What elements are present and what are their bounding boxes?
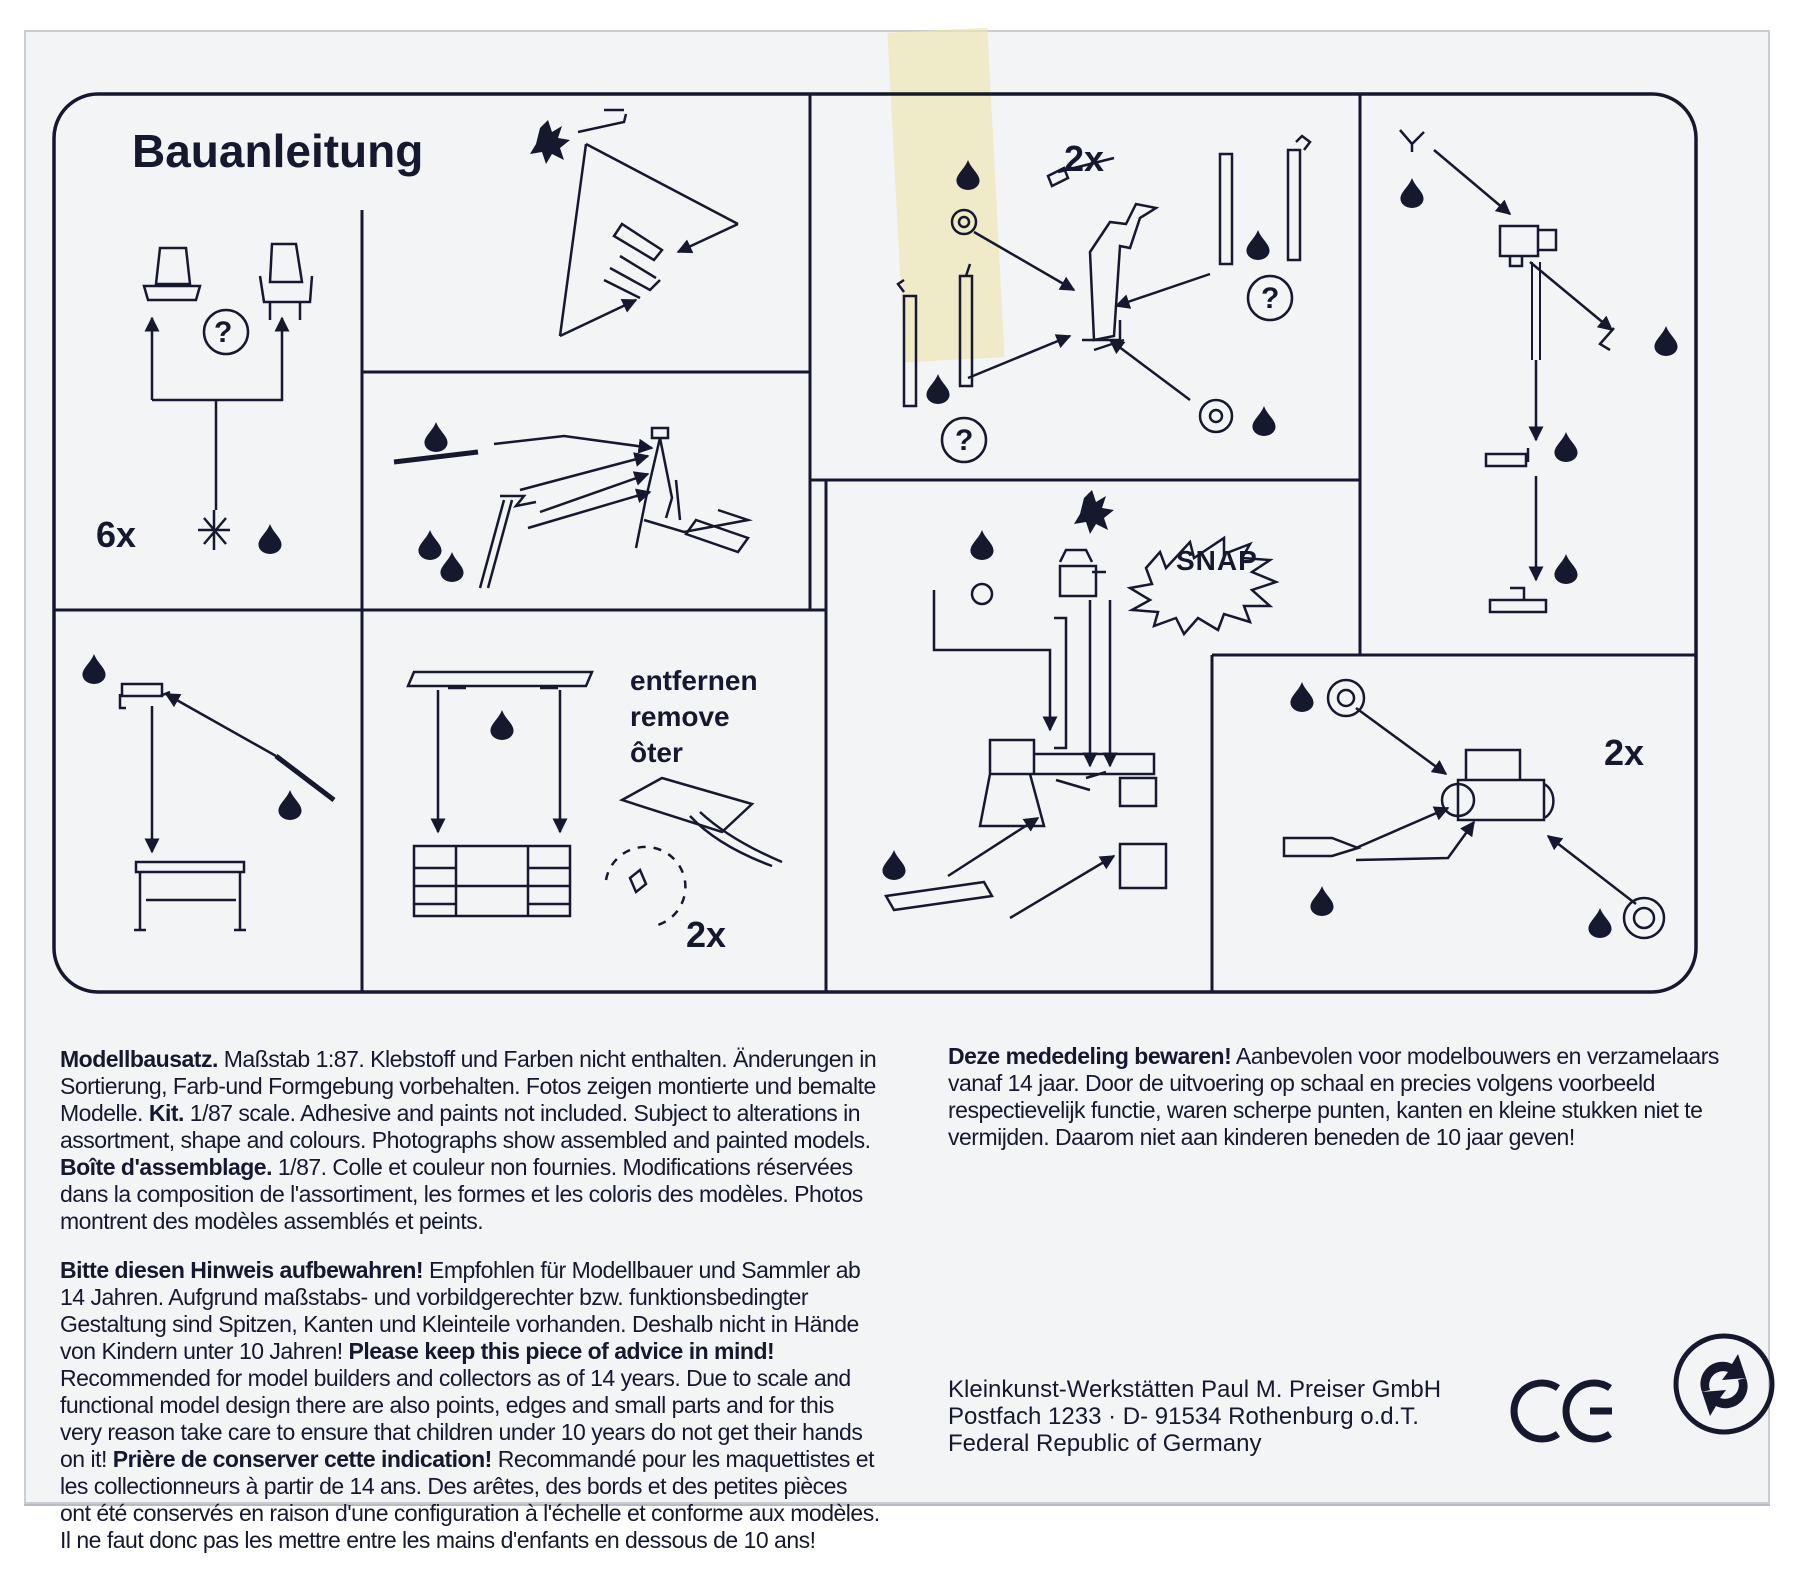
no-glue-icon [530,120,570,164]
notice-body-nl: Aanbevolen voor modelbouwers en verzamelaars vanaf 14 jaar. Door de uitvoering op schaal en precies volgens voorbeeld respectievelijk functie, waren scherpe punten, kanten en kleine stukken niet te vermijden. Daarom niet aan kinderen beneden de 10 jaar geven! [948,1043,1719,1150]
notice-lead-fr: Prière de conserver cette indication! [112,1446,492,1472]
glue-drop-icon [418,530,441,560]
glue-drop-icon [926,374,949,404]
glue-drop-icon [882,850,905,880]
notice-lead-en: Please keep this piece of advice in mind! [348,1338,775,1364]
notice-lead-de: Bitte diesen Hinweis aufbewahren! [60,1257,424,1283]
dutch-notice [948,1043,1738,1151]
glue-drop-icon [278,790,301,820]
address-line: Postfach 1233 · D- 91534 Rothenburg o.d.T. [948,1403,1419,1430]
panel-compressor [1284,680,1664,938]
green-dot-logo-icon [1676,1336,1772,1432]
glue-drop-icon [82,654,105,684]
glue-drop-icon [440,552,463,582]
panel-vise-table [120,684,334,930]
glue-drop-icon [1654,326,1677,356]
kit-description [60,1046,880,1235]
chair-count-label: 6x [96,514,137,555]
glue-drop-icon [1400,178,1423,208]
glue-drop-icon [1252,406,1275,436]
compressor-count-label: 2x [1604,732,1645,773]
kit-body-de: Maßstab 1:87. Klebstoff und Farben nicht enthalten. Änderungen in Sortierung, Farb-und Formgebung vorbehalten. Fotos zeigen montierte und bemalte Modelle. [60,1046,877,1126]
remove-label [630,663,758,771]
glue-drop-icon [490,710,513,740]
safety-notice [60,1257,880,1554]
glue-drop-icon [956,160,979,190]
notice-lead-nl: Deze mededeling bewaren! [948,1043,1232,1069]
kit-lead-en: Kit. [148,1100,184,1126]
post-count-label: 2x [1064,138,1105,179]
manufacturer-address [948,1376,1441,1457]
glue-drop-icon [970,530,993,560]
glue-drop-icon [1554,554,1577,584]
instructions-title: Bauanleitung [132,125,424,177]
kit-body-en: 1/87 scale. Adhesive and paints not included. Subject to alterations in assortment, shape and colours. Photographs show assembled and painted models. [60,1100,871,1153]
notice-body-de: Empfohlen für Modellbauer und Sammler ab 14 Jahren. Aufgrund maßstabs- und vorbildgerechter bzw. funktionsbedingter Gestaltung sind Spitzen, Kanten und Kleinteile vorhanden. Deshalb nicht in Hände von Kindern unter 10 Jahren! [60,1257,861,1364]
notice-body-en: Recommended for model builders and collectors as of 14 years. Due to scale and functional model design there are also points, edges and small parts and for this very reason take care to ensure that children under 10 years do not get their hands on it! [60,1365,863,1472]
glue-drop-icon [1588,908,1611,938]
glue-drop-icon [1246,230,1269,260]
question-mark-label: ? [214,316,233,349]
question-mark-label: ? [1261,282,1280,315]
kit-lead-de: Modellbausatz. [60,1046,218,1072]
glue-drop-icon [1290,682,1313,712]
kit-body-fr: 1/87. Colle et couleur non fournies. Modifications réservées dans la composition de l'assortiment, les formes et les coloris des modèles. Photos montrent des modèles assemblés et peints. [60,1154,863,1234]
address-line: Federal Republic of Germany [948,1430,1262,1457]
notice-body-fr: Recommandé pour les maquettistes et les collectionneurs à partir de 14 ans. Des arêtes, des bords et des petites pièces ont été conservés en raison d'une configuration à l'échelle et conforme aux modèles. Il ne faut donc pas les mettre entre les mains d'enfants en dessous de 10 ans! [60,1446,880,1553]
panel-lathe [886,550,1166,918]
remove-label-de: entfernen [630,665,758,696]
knife-count-label: 2x [686,914,727,955]
panel-drill [1400,130,1614,612]
kit-lead-fr: Boîte d'assemblage. [60,1154,272,1180]
ce-mark-icon [1514,1383,1612,1439]
address-line: Kleinkunst-Werkstätten Paul M. Preiser GmbH [948,1376,1442,1403]
glue-drop-icon [1554,432,1577,462]
glue-drop-icon [424,422,447,452]
remove-label-en: remove [630,701,730,732]
question-mark-label: ? [955,424,974,457]
legal-text-column-2 [948,1043,1738,1173]
legal-text-column-1 [60,1046,880,1576]
snap-label: SNAP [1176,545,1258,576]
glue-drop-icon [258,524,281,554]
glue-drop-icon [1310,886,1333,916]
no-glue-icon [1074,490,1114,534]
remove-label-fr: ôter [630,737,683,768]
panel-bench [560,110,738,336]
panel-chairs [144,244,312,550]
